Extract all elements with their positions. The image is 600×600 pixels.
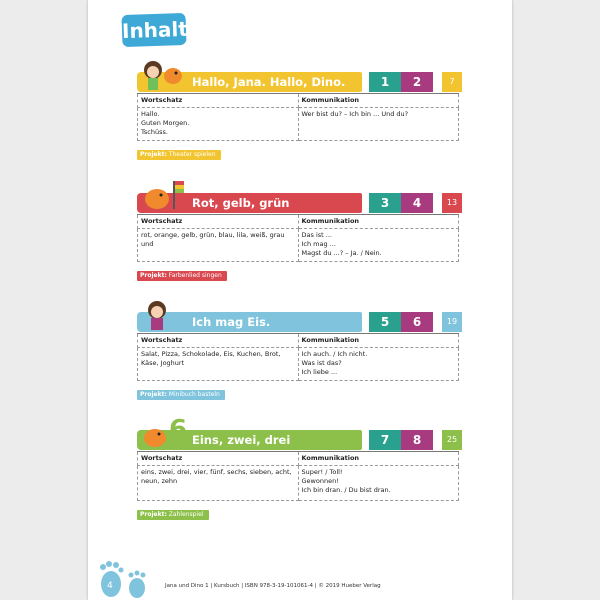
project-label: Projekt: — [140, 272, 167, 279]
project-name: Zahlenspiel — [168, 511, 204, 518]
jana-icon — [139, 298, 187, 332]
unit-number-badge: 4 — [401, 193, 433, 213]
unit-number-badge: 2 — [401, 72, 433, 92]
project-label: Projekt: — [140, 511, 167, 518]
comm-header: Kommunikation — [298, 334, 459, 348]
svg-text:6: 6 — [169, 416, 187, 445]
unit-content-table — [137, 333, 459, 381]
unit-title: Ich mag Eis. — [192, 315, 271, 329]
unit-banner — [137, 193, 462, 213]
unit-banner — [137, 312, 462, 332]
unit-banner — [137, 72, 462, 92]
vocab-header: Wortschatz — [138, 452, 299, 466]
unit-page-number: 25 — [442, 430, 462, 450]
vocab-cell: eins, zwei, drei, vier, fünf, sechs, sieben, acht, neun, zehn — [138, 466, 299, 501]
unit-number-badge: 6 — [401, 312, 433, 332]
unit-title: Hallo, Jana. Hallo, Dino. — [192, 75, 346, 89]
comm-header: Kommunikation — [298, 215, 459, 229]
unit-number-badge: 8 — [401, 430, 433, 450]
page-title: Inhalt — [121, 13, 186, 47]
unit-number-badge: 1 — [369, 72, 401, 92]
unit-content-table — [137, 451, 459, 501]
vocab-cell: Hallo. Guten Morgen. Tschüss. — [138, 108, 299, 141]
unit-content-table — [137, 93, 459, 141]
project-tag — [137, 390, 225, 400]
vocab-header: Wortschatz — [138, 334, 299, 348]
project-name: Farbenlied singen — [168, 272, 222, 279]
vocab-cell: Salat, Pizza, Schokolade, Eis, Kuchen, Brot, Käse, Joghurt — [138, 348, 299, 381]
unit-title: Rot, gelb, grün — [192, 196, 290, 210]
project-tag — [137, 510, 209, 520]
comm-cell: Wer bist du? – Ich bin ... Und du? — [298, 108, 459, 141]
vocab-cell: rot, orange, gelb, grün, blau, lila, weiß, grau und — [138, 229, 299, 262]
comm-cell: Ich auch. / Ich nicht. Was ist das? Ich liebe ... — [298, 348, 459, 381]
unit-1-section — [137, 72, 462, 160]
unit-number-badge: 7 — [369, 430, 401, 450]
dino-with-flag-icon — [139, 179, 187, 213]
project-name: Minibuch basteln — [168, 391, 220, 398]
unit-page-number: 13 — [442, 193, 462, 213]
unit-number-badge: 3 — [369, 193, 401, 213]
unit-content-table — [137, 214, 459, 262]
comm-header: Kommunikation — [298, 94, 459, 108]
project-label: Projekt: — [140, 391, 167, 398]
comm-header: Kommunikation — [298, 452, 459, 466]
project-tag — [137, 271, 227, 281]
unit-banner — [137, 416, 462, 450]
unit-4-section — [137, 416, 462, 520]
vocab-header: Wortschatz — [138, 215, 299, 229]
unit-3-section — [137, 312, 462, 400]
comm-cell: Das ist ... Ich mag ... Magst du ...? – Ja. / Nein. — [298, 229, 459, 262]
unit-title: Eins, zwei, drei — [192, 433, 291, 447]
footer-text: Jana und Dino 1 | Kursbuch | ISBN 978-3-19-101061-4 | © 2019 Hueber Verlag — [165, 583, 381, 589]
vocab-header: Wortschatz — [138, 94, 299, 108]
unit-2-section — [137, 193, 462, 281]
page-number: 4 — [107, 581, 113, 591]
project-name: Theater spielen — [168, 151, 216, 158]
unit-page-number: 19 — [442, 312, 462, 332]
unit-number-badge: 5 — [369, 312, 401, 332]
dino-with-number-icon — [139, 416, 187, 450]
unit-page-number: 7 — [442, 72, 462, 92]
project-tag — [137, 150, 221, 160]
footprints-icon — [93, 560, 153, 598]
project-label: Projekt: — [140, 151, 167, 158]
comm-cell: Super! / Toll! Gewonnen! Ich bin dran. / Du bist dran. — [298, 466, 459, 501]
jana-and-dino-icon — [139, 58, 187, 92]
